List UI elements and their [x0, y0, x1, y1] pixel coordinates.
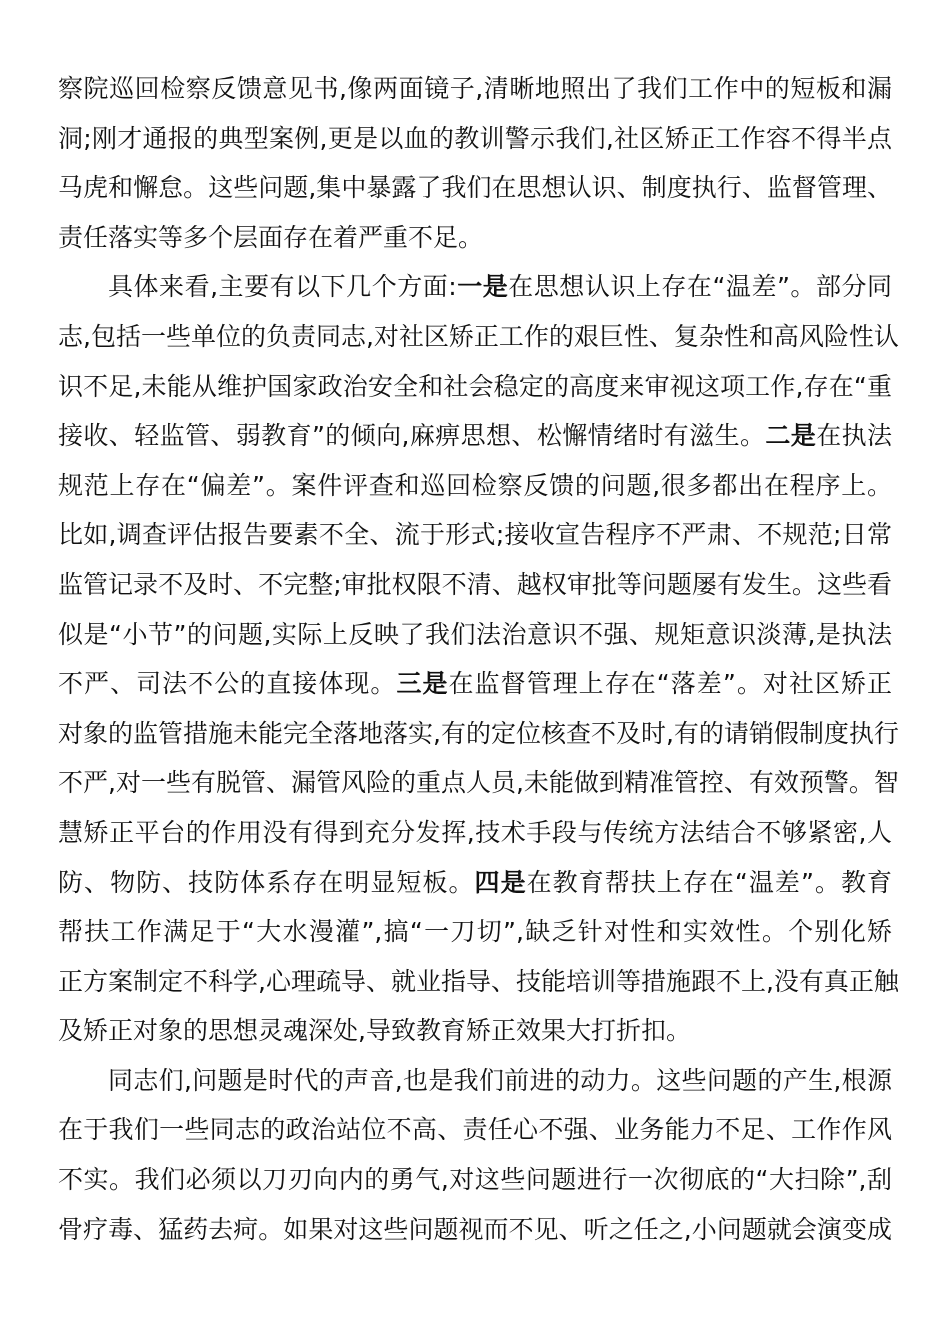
text-line: 似是“小节”的问题,实际上反映了我们法治意识不强、规矩意识淡薄,是执法 — [58, 619, 892, 649]
text-line: 识不足,未能从维护国家政治安全和社会稳定的高度来审视这项工作,存在“重 — [58, 371, 892, 401]
text-line: 不严,对一些有脱管、漏管风险的重点人员,未能做到精准管控、有效预警。智 — [58, 768, 899, 798]
text-line: 察院巡回检察反馈意见书,像两面镜子,清晰地照出了我们工作中的短板和漏 — [58, 74, 892, 103]
text-line: 不严、司法不公的直接体现。三是在监督管理上存在“落差”。对社区矫正 — [58, 669, 892, 699]
text-line: 马虎和懈怠。这些问题,集中暴露了我们在思想认识、制度执行、监督管理、 — [58, 173, 892, 203]
text-line: 正方案制定不科学,心理疏导、就业指导、技能培训等措施跟不上,没有真正触 — [58, 966, 899, 996]
document-page — [58, 64, 899, 1254]
text-line: 洞;刚才通报的典型案例,更是以血的教训警示我们,社区矫正工作容不得半点 — [58, 123, 892, 153]
text-line: 志,包括一些单位的负责同志,对社区矫正工作的艰巨性、复杂性和高风险性认 — [58, 321, 899, 351]
text-line: 监管记录不及时、不完整;审批权限不清、越权审批等问题屡有发生。这些看 — [58, 569, 892, 599]
emphasis-one: 一是 — [456, 272, 509, 302]
paragraph-2 — [58, 262, 899, 1056]
text-line: 慧矫正平台的作用没有得到充分发挥,技术手段与传统方法结合不够紧密,人 — [58, 817, 892, 847]
text-line: 在于我们一些同志的政治站位不高、责任心不强、业务能力不足、工作作风 — [58, 1115, 892, 1145]
text-line: 对象的监管措施未能完全落地落实,有的定位核查不及时,有的请销假制度执行 — [58, 718, 899, 748]
text-line: 防、物防、技防体系存在明显短板。四是在教育帮扶上存在“温差”。教育 — [58, 867, 892, 897]
text-line: 骨疗毒、猛药去疴。如果对这些问题视而不见、听之任之,小问题就会演变成 — [58, 1214, 892, 1244]
text-line: 比如,调查评估报告要素不全、流于形式;接收宣告程序不严肃、不规范;日常 — [58, 520, 892, 550]
emphasis-three: 三是 — [396, 669, 449, 699]
text-line: 不实。我们必须以刀刃向内的勇气,对这些问题进行一次彻底的“大扫除”,刮 — [58, 1165, 892, 1195]
text-line: 规范上存在“偏差”。案件评查和巡回检察反馈的问题,很多都出在程序上。 — [58, 470, 892, 500]
paragraph-3 — [58, 1056, 892, 1254]
text-line: 责任落实等多个层面存在着严重不足。 — [58, 222, 484, 252]
emphasis-four: 四是 — [474, 867, 527, 897]
text-line: 具体来看,主要有以下几个方面:一是在思想认识上存在“温差”。部分同 — [108, 272, 892, 302]
text-line: 接收、轻监管、弱教育”的倾向,麻痹思想、松懈情绪时有滋生。二是在执法 — [58, 421, 892, 451]
text-line: 同志们,问题是时代的声音,也是我们前进的动力。这些问题的产生,根源 — [108, 1065, 892, 1095]
emphasis-two: 二是 — [765, 421, 817, 451]
paragraph-1 — [58, 64, 892, 262]
text-line: 及矫正对象的思想灵魂深处,导致教育矫正效果大打折扣。 — [58, 1016, 691, 1046]
text-line: 帮扶工作满足于“大水漫灌”,搞“一刀切”,缺乏针对性和实效性。个别化矫 — [58, 917, 892, 947]
